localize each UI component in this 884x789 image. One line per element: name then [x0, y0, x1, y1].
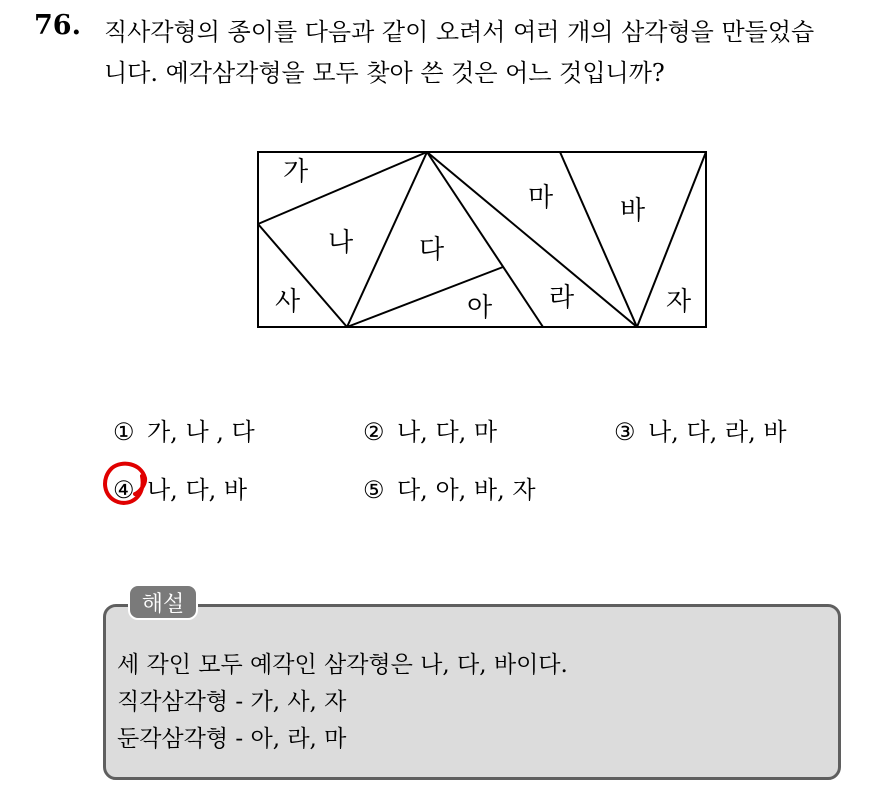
solution-line-3: 둔각삼각형 - 아, 라, 마 [117, 726, 347, 752]
label-na: 나 [328, 228, 354, 258]
choice-3[interactable] [614, 412, 787, 447]
label-ra: 라 [549, 283, 575, 313]
label-ja: 자 [666, 287, 692, 317]
question-text-line-1: 직사각형의 종이를 다음과 같이 오려서 여러 개의 삼각형을 만들었습 [104, 18, 815, 46]
question-number: 76. [34, 10, 81, 41]
choice-3-mark: ③ [614, 418, 636, 446]
choice-4-text: 나, 다, 바 [147, 476, 248, 504]
choice-1[interactable] [113, 412, 255, 447]
choice-2-mark: ② [363, 418, 385, 446]
choice-4[interactable] [113, 470, 247, 505]
solution-line-1: 세 각인 모두 예각인 삼각형은 나, 다, 바이다. [117, 652, 568, 678]
choice-5-text: 다, 아, 바, 자 [397, 476, 536, 504]
choice-2-text: 나, 다, 마 [397, 418, 498, 446]
question-text-line-2: 니다. 예각삼각형을 모두 찾아 쓴 것은 어느 것입니까? [104, 59, 665, 87]
label-da: 다 [419, 235, 445, 265]
solution-tag: 해설 [128, 584, 198, 620]
label-ga: 가 [283, 157, 309, 187]
label-ma: 마 [528, 183, 554, 213]
choice-3-text: 나, 다, 라, 바 [648, 418, 787, 446]
choice-4-mark: ④ [113, 476, 135, 504]
solution-line-2: 직각삼각형 - 가, 사, 자 [117, 689, 347, 715]
choice-5-mark: ⑤ [363, 476, 385, 504]
label-sa: 사 [275, 287, 301, 317]
label-a: 아 [467, 293, 493, 323]
cut-line [427, 152, 637, 327]
choice-2[interactable] [363, 412, 497, 447]
choice-1-mark: ① [113, 418, 135, 446]
label-ba: 바 [620, 196, 646, 226]
choice-1-text: 가, 나 , 다 [147, 418, 255, 446]
choice-5[interactable] [363, 470, 536, 505]
